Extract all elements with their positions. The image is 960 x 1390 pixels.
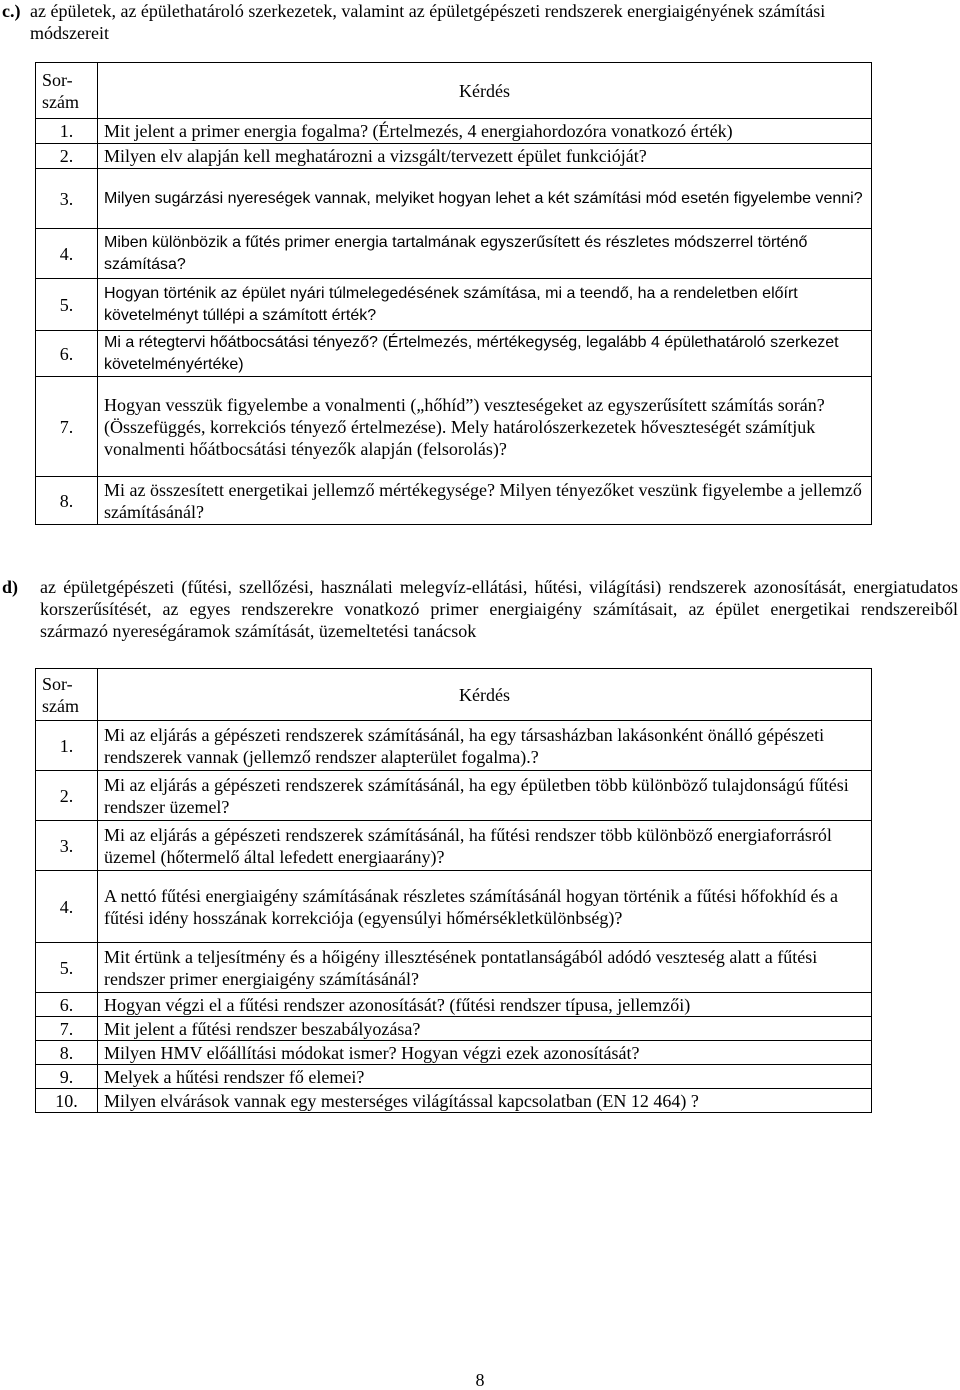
row-number: 3. bbox=[36, 821, 98, 871]
row-number: 1. bbox=[36, 119, 98, 144]
question-text: Mi az eljárás a gépészeti rendszerek számításánál, ha egy társasházban lakásonként önálló gépészeti rendszerek vannak (jellemző rendszer alapterület fogalma).? bbox=[98, 721, 872, 771]
question-text: Milyen sugárzási nyereségek vannak, melyiket hogyan lehet a két számítási mód esetén figyelembe venni? bbox=[98, 169, 872, 229]
table-row bbox=[36, 119, 872, 144]
row-number: 6. bbox=[36, 331, 98, 377]
header-kerdes: Kérdés bbox=[98, 669, 872, 721]
row-number: 9. bbox=[36, 1065, 98, 1089]
row-number: 4. bbox=[36, 871, 98, 943]
question-text: Hogyan történik az épület nyári túlmelegedésének számítása, mi a teendő, ha a rendeletben előírt követelményt túllépi a számított érték? bbox=[98, 279, 872, 331]
question-text: Mit jelent a fűtési rendszer beszabályozása? bbox=[98, 1017, 872, 1041]
question-text: Milyen HMV előállítási módokat ismer? Hogyan végzi ezek azonosítását? bbox=[98, 1041, 872, 1065]
question-text: A nettó fűtési energiaigény számításának részletes számításánál hogyan történik a fűtési hőfokhíd és a fűtési idény hosszának korrekciója (egyensúlyi hőmérsékletkülönbség)? bbox=[98, 871, 872, 943]
table-row bbox=[36, 1089, 872, 1113]
table-row bbox=[36, 144, 872, 169]
question-text: Mit értünk a teljesítmény és a hőigény illesztésének pontatlanságából adódó veszteség alatt a fűtési rendszer primer energiaigény számításánál? bbox=[98, 943, 872, 993]
table-row bbox=[36, 229, 872, 279]
row-number: 6. bbox=[36, 993, 98, 1017]
header-sorszam bbox=[36, 669, 98, 721]
question-text: Mi az eljárás a gépészeti rendszerek számításánál, ha fűtési rendszer több különböző energiaforrásról üzemel (hőtermelő által lefedett energiaarány)? bbox=[98, 821, 872, 871]
table-row bbox=[36, 993, 872, 1017]
row-number: 8. bbox=[36, 1041, 98, 1065]
row-number: 7. bbox=[36, 377, 98, 477]
table-row bbox=[36, 821, 872, 871]
section-d-heading bbox=[0, 576, 960, 642]
section-d-letter: d) bbox=[2, 577, 19, 597]
table-row bbox=[36, 279, 872, 331]
question-text: Miben különbözik a fűtés primer energia tartalmának egyszerűsített és részletes módszerrel történő számítása? bbox=[98, 229, 872, 279]
question-text: Hogyan végzi el a fűtési rendszer azonosítását? (fűtési rendszer típusa, jellemzői) bbox=[98, 993, 872, 1017]
table-row bbox=[36, 721, 872, 771]
questions-table-c bbox=[35, 62, 872, 525]
question-text: Mi az összesített energetikai jellemző mértékegysége? Milyen tényezőket veszünk figyelembe a jellemző számításánál? bbox=[98, 477, 872, 525]
table-row bbox=[36, 871, 872, 943]
row-number: 5. bbox=[36, 279, 98, 331]
row-number: 2. bbox=[36, 771, 98, 821]
header-sorszam bbox=[36, 63, 98, 119]
row-number: 3. bbox=[36, 169, 98, 229]
question-text: Milyen elvárások vannak egy mesterséges világítással kapcsolatban (EN 12 464) ? bbox=[98, 1089, 872, 1113]
table-row bbox=[36, 331, 872, 377]
table-row bbox=[36, 169, 872, 229]
question-text: Hogyan vesszük figyelembe a vonalmenti („hőhíd”) veszteségeket az egyszerűsített számítás során? (Összefüggés, korrekciós tényező értelmezése). Mely határolószerkezetek hőveszteségét számítjuk vonalmenti hőátbocsátási tényezők alapján (felsorolás)? bbox=[98, 377, 872, 477]
header-kerdes: Kérdés bbox=[98, 63, 872, 119]
section-c-letter: c.) bbox=[2, 1, 21, 21]
header-sorszam-text: Sor- szám bbox=[42, 69, 79, 112]
header-sorszam-text: Sor- szám bbox=[42, 673, 79, 716]
table-row bbox=[36, 1017, 872, 1041]
row-number: 4. bbox=[36, 229, 98, 279]
row-number: 10. bbox=[36, 1089, 98, 1113]
row-number: 8. bbox=[36, 477, 98, 525]
row-number: 7. bbox=[36, 1017, 98, 1041]
table-row bbox=[36, 943, 872, 993]
page-number: 8 bbox=[475, 1370, 485, 1390]
row-number: 1. bbox=[36, 721, 98, 771]
section-c-text: az épületek, az épülethatároló szerkezetek, valamint az épületgépészeti rendszerek energiaigényének számítási módszereit bbox=[30, 1, 826, 43]
section-d-text: az épületgépészeti (fűtési, szellőzési, használati melegvíz-ellátási, hűtési, világítási) rendszerek azonosítását, energiatudatos korszerűsítését, az egyes rendszerekre vonatkozó primer energiaigény számításait, az épület energetikai rendszereiből származó nyereségáramok számítását, üzemeltetési tanácsok bbox=[40, 577, 958, 641]
table-row bbox=[36, 377, 872, 477]
table-row bbox=[36, 771, 872, 821]
row-number: 2. bbox=[36, 144, 98, 169]
table-row bbox=[36, 1041, 872, 1065]
section-c-heading bbox=[0, 0, 960, 44]
question-text: Mi a rétegtervi hőátbocsátási tényező? (Értelmezés, mértékegység, legalább 4 épülethatároló szerkezet követelményértéke) bbox=[98, 331, 872, 377]
question-text: Mi az eljárás a gépészeti rendszerek számításánál, ha egy épületben több különböző tulajdonságú fűtési rendszer üzemel? bbox=[98, 771, 872, 821]
table-row bbox=[36, 1065, 872, 1089]
questions-table-d bbox=[35, 668, 872, 1113]
row-number: 5. bbox=[36, 943, 98, 993]
section-d bbox=[0, 576, 960, 642]
question-text: Melyek a hűtési rendszer fő elemei? bbox=[98, 1065, 872, 1089]
table-row bbox=[36, 477, 872, 525]
section-c bbox=[0, 0, 960, 44]
question-text: Milyen elv alapján kell meghatározni a vizsgált/tervezett épület funkcióját? bbox=[98, 144, 872, 169]
question-text: Mit jelent a primer energia fogalma? (Értelmezés, 4 energiahordozóra vonatkozó érték) bbox=[98, 119, 872, 144]
